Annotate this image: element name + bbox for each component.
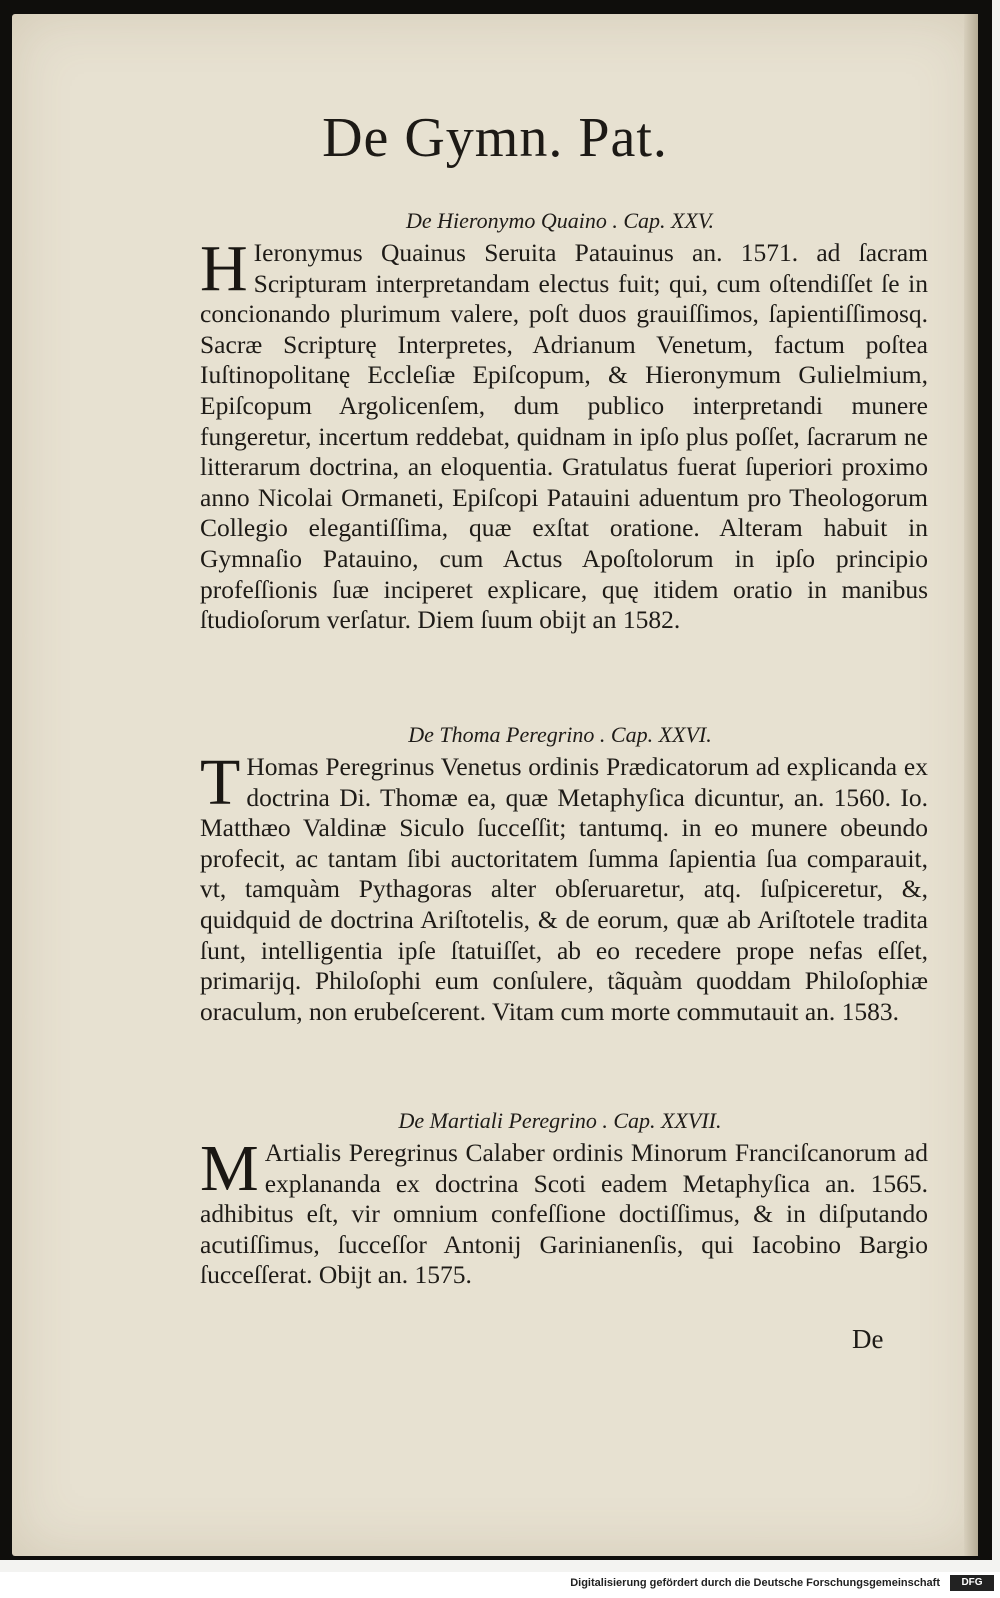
paragraph-text: Ieronymus Quainus Seruita Patauinus an. 1571. ad ſacram Scripturam interpretandam electus fuit; qui, cum oſtendiſſet ſe in concionando plurimum valere, poſt duos grauiſſimos, ſapientiſſimosq. Sacræ Scripturę Interpretes, Adrianum Venetum, factum poſtea Iuſtinopolitanę Eccleſiæ Epiſcopum, & Hieronymum Gulielmium, Epiſcopum Argolicenſem, dum publico interpretandi munere fungeretur, incertum reddebat, quidnam in ipſo plus poſſet, ſacrarum ne litterarum doctrina, an eloquentia. Gratulatus fuerat ſuperiori proximo anno Nicolai Ormaneti, Epiſcopi Patauini aduentum pro Theologorum Collegio elegantiſſima, quæ exſtat oratione. Alteram habuit in Gymnaſio Patauino, cum Actus Apoſtolorum in ipſo principio profeſſionis ſuæ inciperet explicare, quę itidem oratio in manibus ſtudioſorum verſatur. Diem ſuum obijt an 1582. (200, 238, 928, 635)
paragraph-text: Homas Peregrinus Venetus ordinis Prædicatorum ad explicanda ex doctrina Di. Thomæ ea, quæ Metaphyſica dicuntur, an. 1560. Io. Matthæo Valdinæ Siculo ſucceſſit; tantumq. in eo munere obeundo profecit, ac tantam ſibi auctoritatem ſumma ſapientia ſua comparauit, vt, tamquàm Pythagoras alter obſeruaretur, atq. ſuſpiceretur, &, quidquid de doctrina Ariſtotelis, & de eorum, quæ ab Ariſtotele tradita ſunt, intelligentia ipſe ſtatuiſſet, ab eo recedere prope nefas eſſet, primarijq. Philoſophi eum conſulere, tãquàm quoddam Philoſophiæ oraculum, non erubeſcerent. Vitam cum morte commutauit an. 1583. (200, 752, 928, 1026)
book-page (12, 14, 978, 1556)
catchword: De (852, 1324, 884, 1354)
chapter-heading-26: De Thoma Peregrino . Cap. XXVI. (408, 722, 712, 747)
page-edge (964, 14, 978, 1556)
chapter-heading-25: De Hieronymo Quaino . Cap. XXV. (406, 208, 714, 233)
drop-cap: H (200, 232, 248, 305)
paragraph-quaino (200, 232, 928, 636)
drop-cap: T (200, 746, 241, 819)
chapter-heading-27: De Martiali Peregrino . Cap. XXVII. (398, 1108, 722, 1133)
dfg-logo-icon: DFG (950, 1575, 994, 1591)
paragraph-thoma-peregrino (200, 746, 928, 1027)
drop-cap: M (200, 1132, 259, 1205)
footer-credit: Digitalisierung gefördert durch die Deutsche Forschungsgemeinschaft (570, 1577, 940, 1589)
paragraph-text: Artialis Peregrinus Calaber ordinis Minorum Franciſcanorum ad explananda ex doctrina Scoti eadem Metaphyſica an. 1565. adhibitus eſt, vir omnium confeſſione doctiſſimus, & in diſputando acutiſſimus, ſucceſſor Antonij Garinianenſis, qui Iacobino Bargio ſucceſſerat. Obijt an. 1575. (200, 1138, 928, 1290)
paragraph-martiali-peregrino (200, 1132, 928, 1291)
running-head: De Gymn. Pat. (322, 107, 668, 169)
